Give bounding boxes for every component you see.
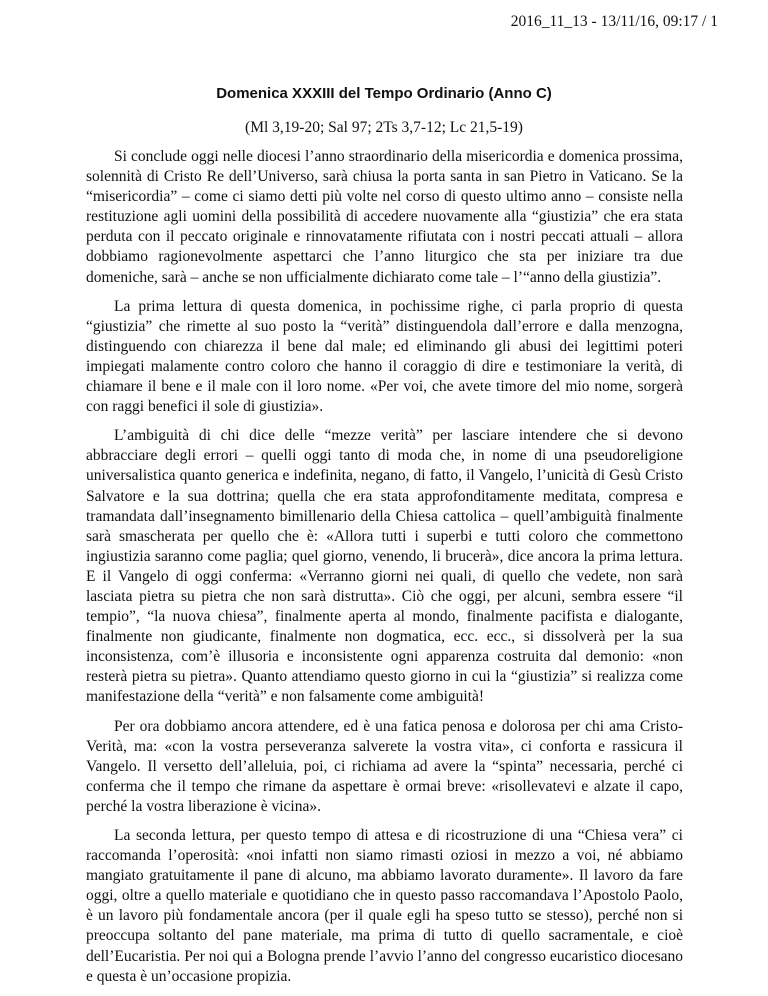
- paragraph-4: Per ora dobbiamo ancora attendere, ed è una fatica penosa e dolorosa per chi ama Cristo-Verità, ma: «con la vostra perseveranza salverete la vostra vita», ci conforta e rassicura il Vangelo. Il versetto dell’alleluia, poi, ci richiama ad avere la “spinta” necessaria, perché ci conferma che il tempo che rimane da aspettare è ormai breve: «risollevatevi e alzate il capo, perché la vostra liberazione è vicina».: [86, 717, 683, 815]
- paragraph-3: L’ambiguità di chi dice delle “mezze verità” per lasciare intendere che si devono abbracciare degli errori – quelli oggi tanto di moda che, in nome di una pseudoreligione universalistica quanto generica e indefinita, negano, di fatto, il Vangelo, l’unicità di Gesù Cristo Salvatore e la sua dottrina; quella che era stata approfonditamente meditata, compresa e tramandata dall’insegnamento bimillenario della Chiesa cattolica – quell’ambiguità finalmente sarà smascherata per quello che è: «Allora tutti i superbi e tutti coloro che commettono ingiustizia saranno come paglia; quel giorno, venendo, li brucerà», dice ancora la prima lettura. E il Vangelo di oggi conferma: «Verranno giorni nei quali, di quello che vedete, non sarà lasciata pietra su pietra che non sarà distrutta». Ciò che oggi, per alcuni, sembra essere “il tempio”, “la nuova chiesa”, finalmente aperta al mondo, finalmente pacifista e dialogante, finalmente non giudicante, finalmente non dogmatica, ecc. ecc., si dissolverà per la sua inconsistenza, com’è illusoria e inconsistente ogni apparenza costruita dal demonio: «non resterà pietra su pietra». Quanto attendiamo questo giorno in cui la “giustizia” si realizza come manifestazione della “verità” e non falsamente come ambiguità!: [86, 427, 683, 706]
- page-header: 2016_11_13 - 13/11/16, 09:17 / 1: [510, 13, 718, 30]
- paragraph-1: Si conclude oggi nelle diocesi l’anno straordinario della misericordia e domenica prossima, solennità di Cristo Re dell’Universo, sarà chiusa la porta santa in san Pietro in Vaticano. Se la “misericordia” – come ci siamo detti più volte nel corso di questo ultimo anno – consiste nella restituzione agli uomini della possibilità di accedere nuovamente alla “giustizia” che era stata perduta con il peccato originale e rinnovatamente rifiutata con i nostri peccati attuali – allora dobbiamo ragionevolmente aspettarci che l’anno liturgico che sta per iniziare tra due domeniche, sarà – anche se non ufficialmente dichiarato come tale – l’“anno della giustizia”.: [86, 148, 683, 286]
- document-body: [86, 147, 683, 996]
- paragraph-2: La prima lettura di questa domenica, in pochissime righe, ci parla proprio di questa “giustizia” che rimette al suo posto la “verità” distinguendola dall’errore e dalla menzogna, distinguendo con chiarezza il bene dal male; ed eliminando gli abusi dei legittimi poteri impiegati malamente contro coloro che hanno il coraggio di dire e testimoniare la verità, di chiamare il bene e il male con il loro nome. «Per voi, che avete timore del mio nome, sorgerà con raggi benefici il sole di giustizia».: [86, 297, 683, 416]
- page-title: Domenica XXXIII del Tempo Ordinario (Anno C): [216, 85, 552, 102]
- scripture-references: (Ml 3,19-20; Sal 97; 2Ts 3,7-12; Lc 21,5-19): [245, 119, 523, 136]
- paragraph-5: La seconda lettura, per questo tempo di attesa e di ricostruzione di una “Chiesa vera” ci raccomanda l’operosità: «noi infatti non siamo rimasti oziosi in mezzo a voi, né abbiamo mangiato gratuitamente il pane di alcuno, ma abbiamo lavorato duramente». Il lavoro da fare oggi, oltre a quello materiale e quotidiano che in questo passo raccomandava l’Apostolo Paolo, è un lavoro più fondamentale ancora (per il quale egli ha speso tutto se stesso), perché non si preoccupa soltanto del pane materiale, ma prima di tutto di quello sacramentale, e cioè dell’Eucaristia. Per noi qui a Bologna prende l’avvio l’anno del congresso eucaristico diocesano e questa è un’occasione propizia.: [86, 827, 683, 985]
